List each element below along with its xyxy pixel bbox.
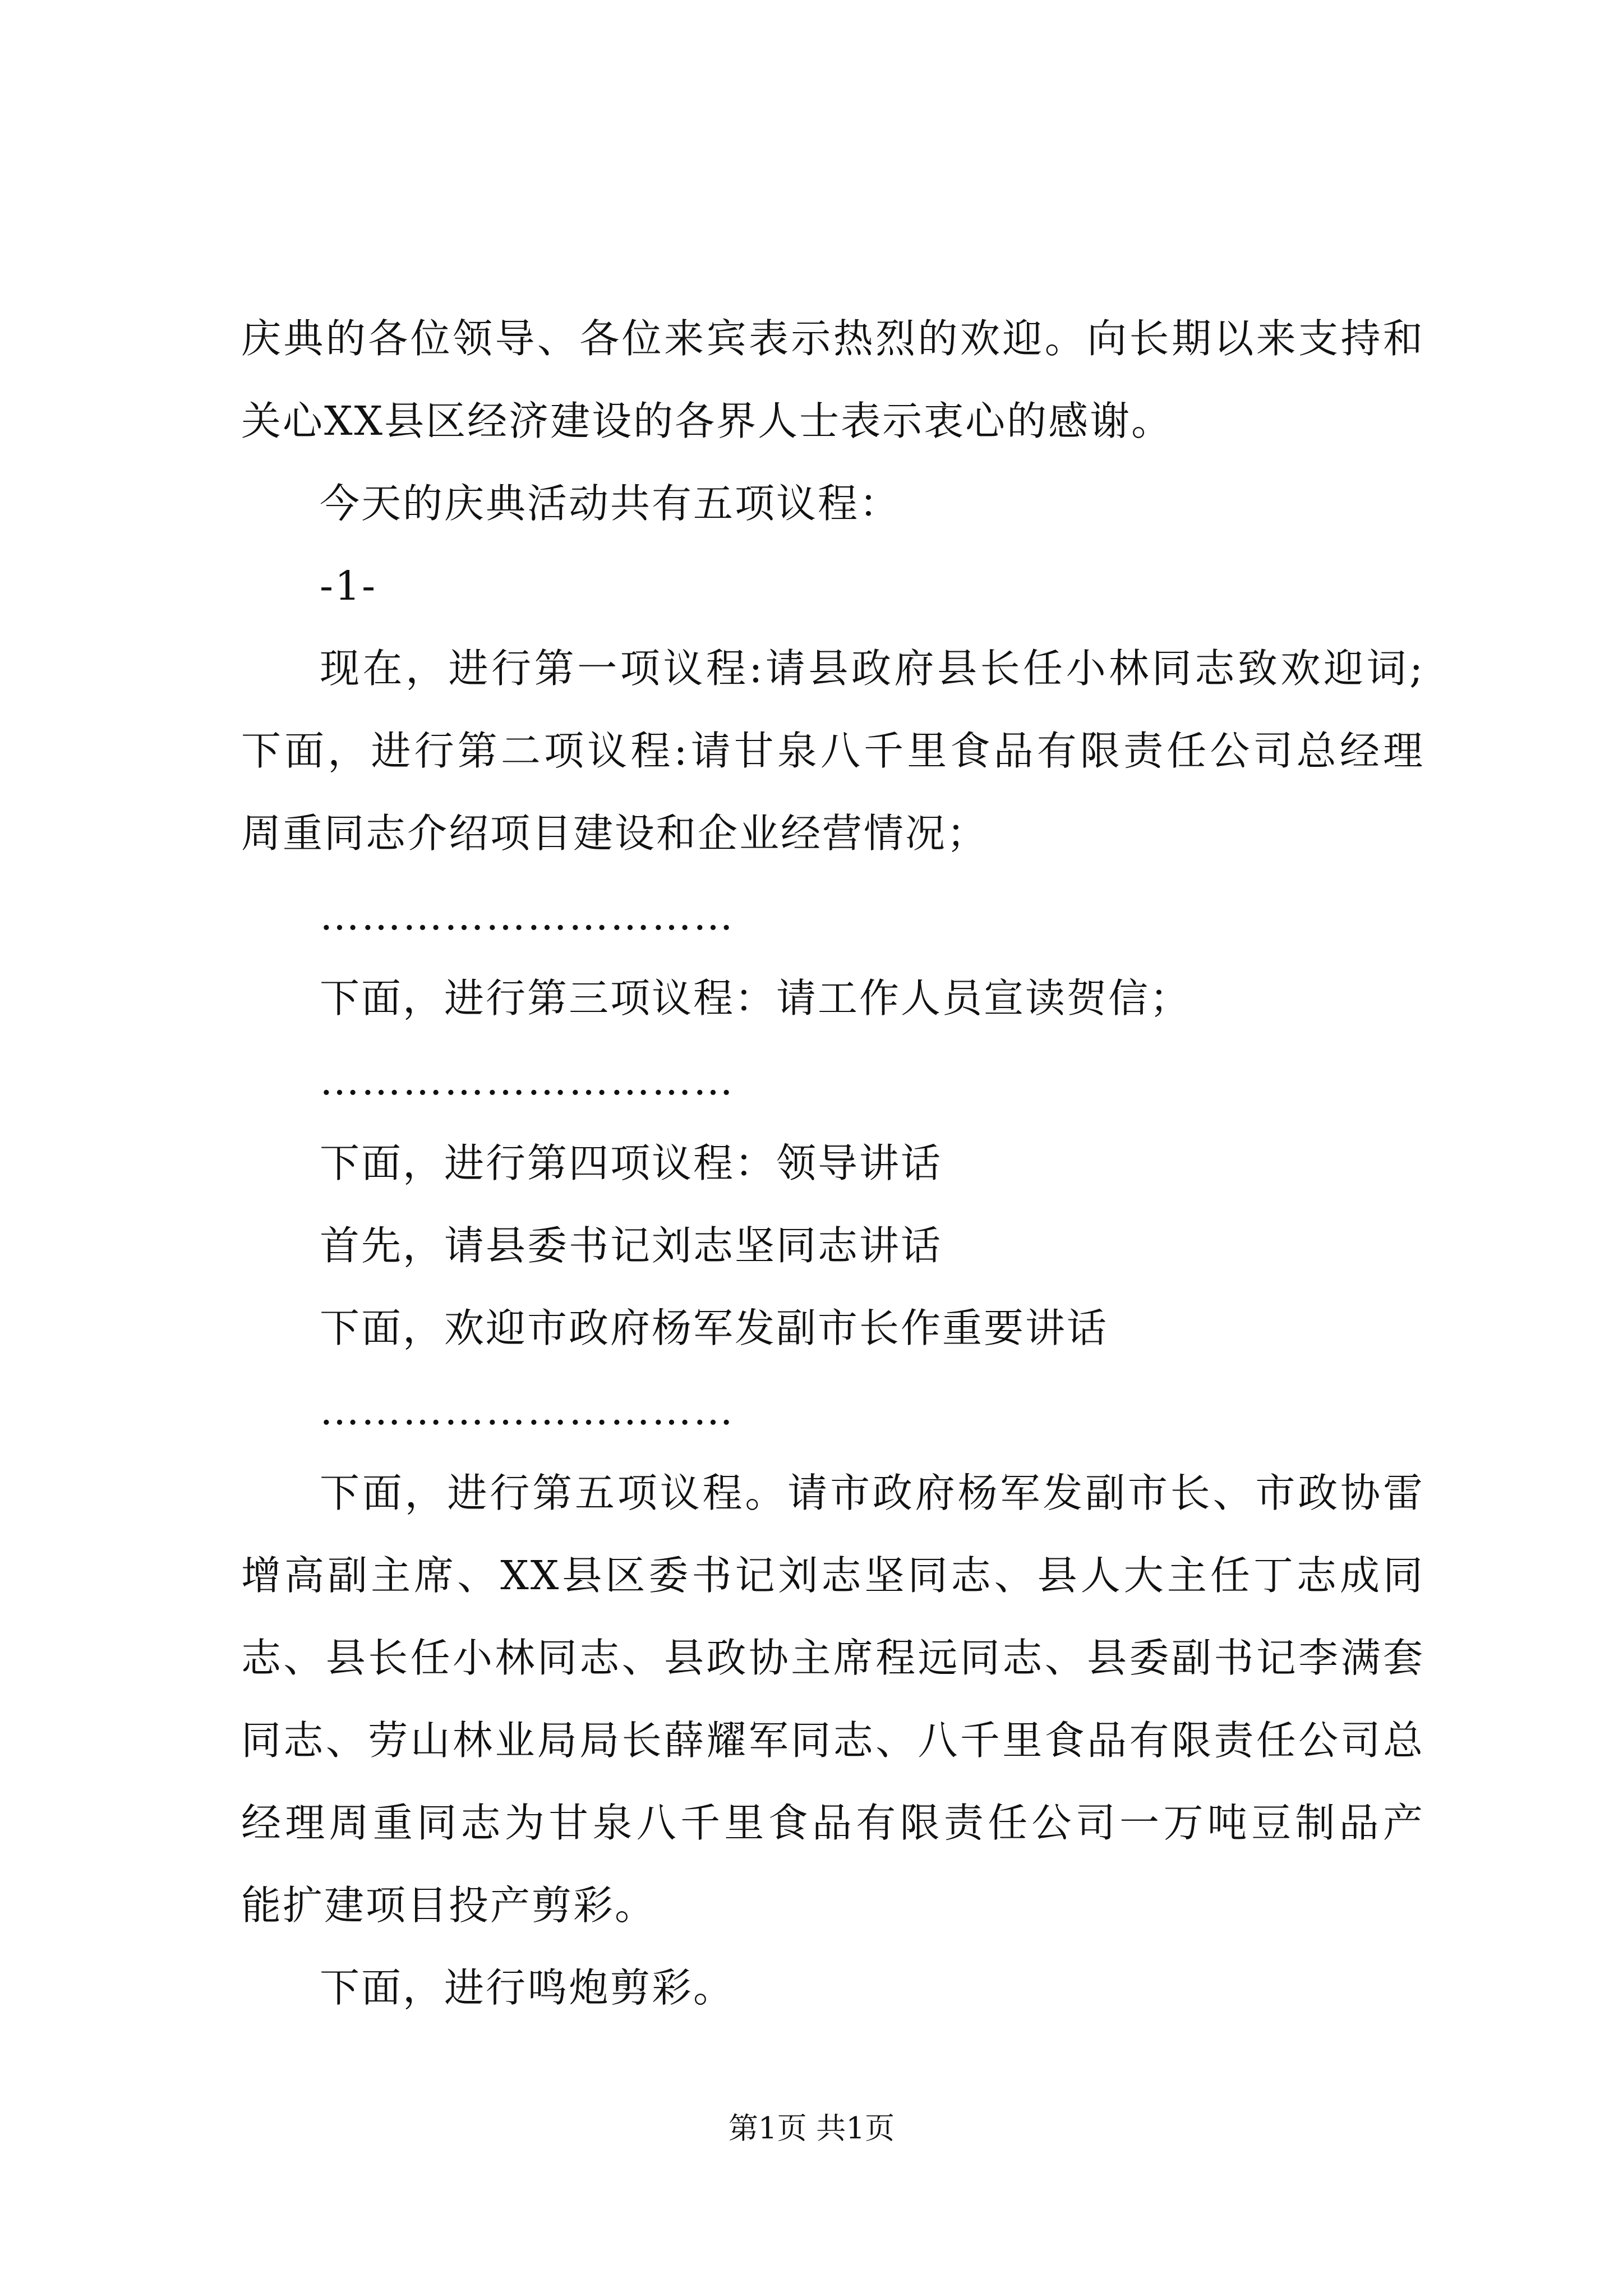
- text-line: 志、县长任小林同志、县政协主席程远同志、县委副书记李满套: [241, 1635, 1424, 1681]
- text-line: 经理周重同志为甘泉八千里食品有限责任公司一万吨豆制品产: [241, 1800, 1424, 1846]
- text-line: 今天的庆典活动共有五项议程：: [320, 480, 901, 527]
- text-line: 能扩建项目投产剪彩。: [241, 1882, 657, 1929]
- text-line: 增高副主席、XX县区委书记刘志坚同志、县人大主任丁志成同: [241, 1552, 1424, 1599]
- text-line: …………………………: [320, 892, 735, 939]
- text-line: 下面，进行第四项议程：领导讲话: [320, 1140, 943, 1186]
- text-line: 关心XX县区经济建设的各界人士表示衷心的感谢。: [241, 398, 1173, 444]
- text-line: 周重同志介绍项目建设和企业经营情况；: [241, 810, 989, 857]
- document-body: [241, 297, 1424, 2029]
- text-line: …………………………: [320, 1057, 735, 1104]
- text-line: 同志、劳山林业局局长薛耀军同志、八千里食品有限责任公司总: [241, 1717, 1424, 1764]
- text-line: 下面，进行第五项议程。请市政府杨军发副市长、市政协雷: [320, 1470, 1424, 1516]
- text-line: -1-: [320, 563, 377, 609]
- text-line: 庆典的各位领导、各位来宾表示热烈的欢迎。向长期以来支持和: [241, 315, 1424, 362]
- text-line: 下面，欢迎市政府杨军发副市长作重要讲话: [320, 1305, 1109, 1351]
- text-line: 首先，请县委书记刘志坚同志讲话: [320, 1222, 943, 1269]
- page-footer: 第1页 共1页: [728, 2111, 895, 2146]
- text-line: …………………………: [320, 1387, 735, 1434]
- text-line: 现在，进行第一项议程:请县政府县长任小林同志致欢迎词;: [320, 645, 1424, 692]
- text-line: 下面，进行第二项议程:请甘泉八千里食品有限责任公司总经理: [241, 728, 1424, 774]
- text-line: 下面，进行鸣炮剪彩。: [320, 1964, 735, 2011]
- text-line: 下面，进行第三项议程：请工作人员宣读贺信；: [320, 975, 1192, 1022]
